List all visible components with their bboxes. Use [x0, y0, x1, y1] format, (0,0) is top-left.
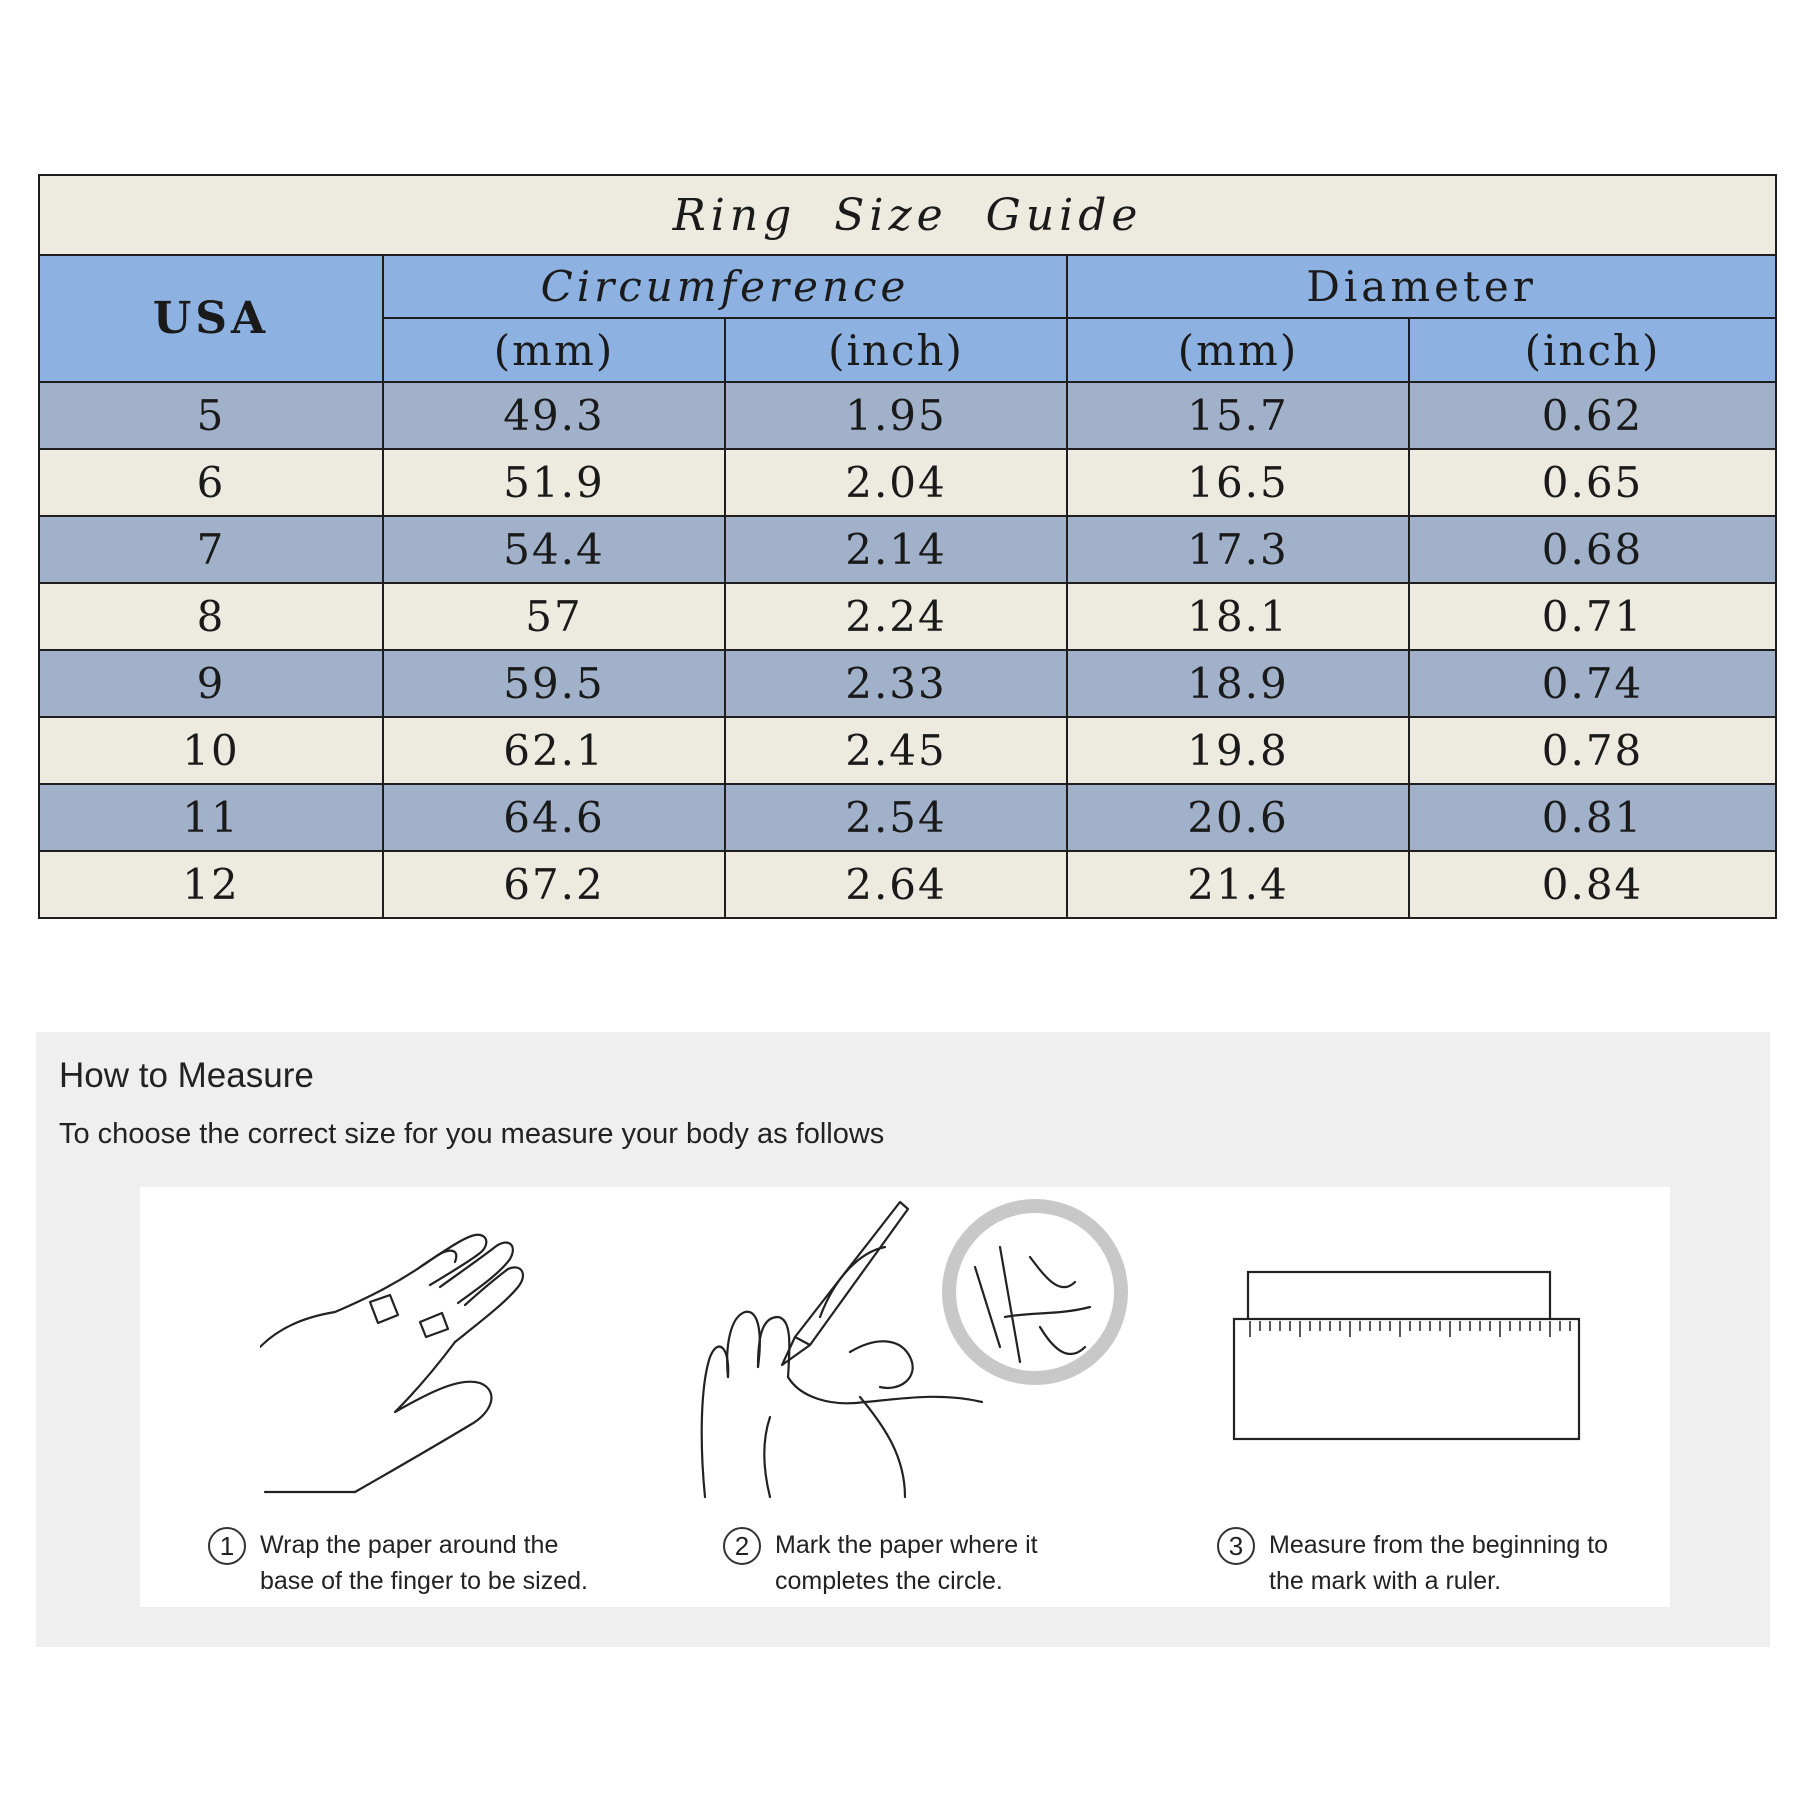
diameter-inch-cell: 0.81 [1409, 784, 1776, 851]
usa-size-cell: 11 [39, 784, 383, 851]
table-row [39, 851, 1776, 918]
table-row [39, 516, 1776, 583]
diameter-mm-cell: 19.8 [1067, 717, 1409, 784]
diameter-mm-cell: 18.1 [1067, 583, 1409, 650]
step-number-badge: 3 [1217, 1527, 1255, 1565]
circumference-inch-cell: 1.95 [725, 382, 1067, 449]
diameter-header: Diameter [1067, 255, 1776, 318]
circumference-inch-header: (inch) [725, 318, 1067, 382]
table-row [39, 650, 1776, 717]
circumference-inch-cell: 2.33 [725, 650, 1067, 717]
usa-header: USA [39, 255, 383, 382]
ruler-icon [1230, 1187, 1590, 1517]
circumference-mm-cell: 67.2 [383, 851, 725, 918]
usa-size-cell: 9 [39, 650, 383, 717]
usa-size-cell: 6 [39, 449, 383, 516]
step-text-line: base of the finger to be sized. [260, 1567, 588, 1595]
step-caption-1 [208, 1527, 588, 1599]
step-text-line: Mark the paper where it [775, 1531, 1038, 1559]
circumference-mm-cell: 59.5 [383, 650, 725, 717]
table-row [39, 717, 1776, 784]
diameter-inch-cell: 0.68 [1409, 516, 1776, 583]
circumference-inch-cell: 2.24 [725, 583, 1067, 650]
diameter-inch-cell: 0.62 [1409, 382, 1776, 449]
table-row [39, 449, 1776, 516]
hand-wrap-icon [260, 1187, 600, 1517]
step-text-line: Measure from the beginning to [1269, 1531, 1609, 1559]
step-number-badge: 1 [208, 1527, 246, 1565]
usa-size-cell: 12 [39, 851, 383, 918]
ring-size-table [38, 174, 1777, 919]
diameter-inch-header: (inch) [1409, 318, 1776, 382]
circumference-inch-cell: 2.45 [725, 717, 1067, 784]
step-number-badge: 2 [723, 1527, 761, 1565]
measure-subtitle: To choose the correct size for you measure your body as follows [59, 1118, 885, 1150]
usa-size-cell: 7 [39, 516, 383, 583]
diameter-inch-cell: 0.65 [1409, 449, 1776, 516]
circumference-mm-cell: 54.4 [383, 516, 725, 583]
pen-mark-icon [700, 1187, 1140, 1517]
circumference-mm-cell: 51.9 [383, 449, 725, 516]
diameter-inch-cell: 0.78 [1409, 717, 1776, 784]
step-text-line: Wrap the paper around the [260, 1531, 559, 1559]
diameter-mm-header: (mm) [1067, 318, 1409, 382]
how-to-measure-panel [36, 1032, 1770, 1647]
circumference-inch-cell: 2.64 [725, 851, 1067, 918]
step-caption-3 [1217, 1527, 1608, 1599]
diameter-mm-cell: 18.9 [1067, 650, 1409, 717]
steps-card [140, 1187, 1670, 1607]
circumference-mm-cell: 57 [383, 583, 725, 650]
diameter-mm-cell: 21.4 [1067, 851, 1409, 918]
diameter-mm-cell: 17.3 [1067, 516, 1409, 583]
table-row [39, 382, 1776, 449]
table-title: Ring Size Guide [39, 175, 1776, 255]
step-text-line: completes the circle. [775, 1567, 1003, 1595]
usa-size-cell: 5 [39, 382, 383, 449]
diameter-mm-cell: 16.5 [1067, 449, 1409, 516]
circumference-mm-cell: 64.6 [383, 784, 725, 851]
circumference-header: Circumference [383, 255, 1067, 318]
diameter-mm-cell: 20.6 [1067, 784, 1409, 851]
table-row [39, 583, 1776, 650]
circumference-inch-cell: 2.04 [725, 449, 1067, 516]
step-caption-2 [723, 1527, 1038, 1599]
circumference-mm-cell: 62.1 [383, 717, 725, 784]
measure-title: How to Measure [59, 1056, 314, 1095]
diameter-mm-cell: 15.7 [1067, 382, 1409, 449]
usa-size-cell: 8 [39, 583, 383, 650]
circumference-mm-header: (mm) [383, 318, 725, 382]
step-text-line: the mark with a ruler. [1269, 1567, 1502, 1595]
circumference-mm-cell: 49.3 [383, 382, 725, 449]
circumference-inch-cell: 2.14 [725, 516, 1067, 583]
circumference-inch-cell: 2.54 [725, 784, 1067, 851]
diameter-inch-cell: 0.74 [1409, 650, 1776, 717]
diameter-inch-cell: 0.71 [1409, 583, 1776, 650]
usa-size-cell: 10 [39, 717, 383, 784]
diameter-inch-cell: 0.84 [1409, 851, 1776, 918]
table-row [39, 784, 1776, 851]
